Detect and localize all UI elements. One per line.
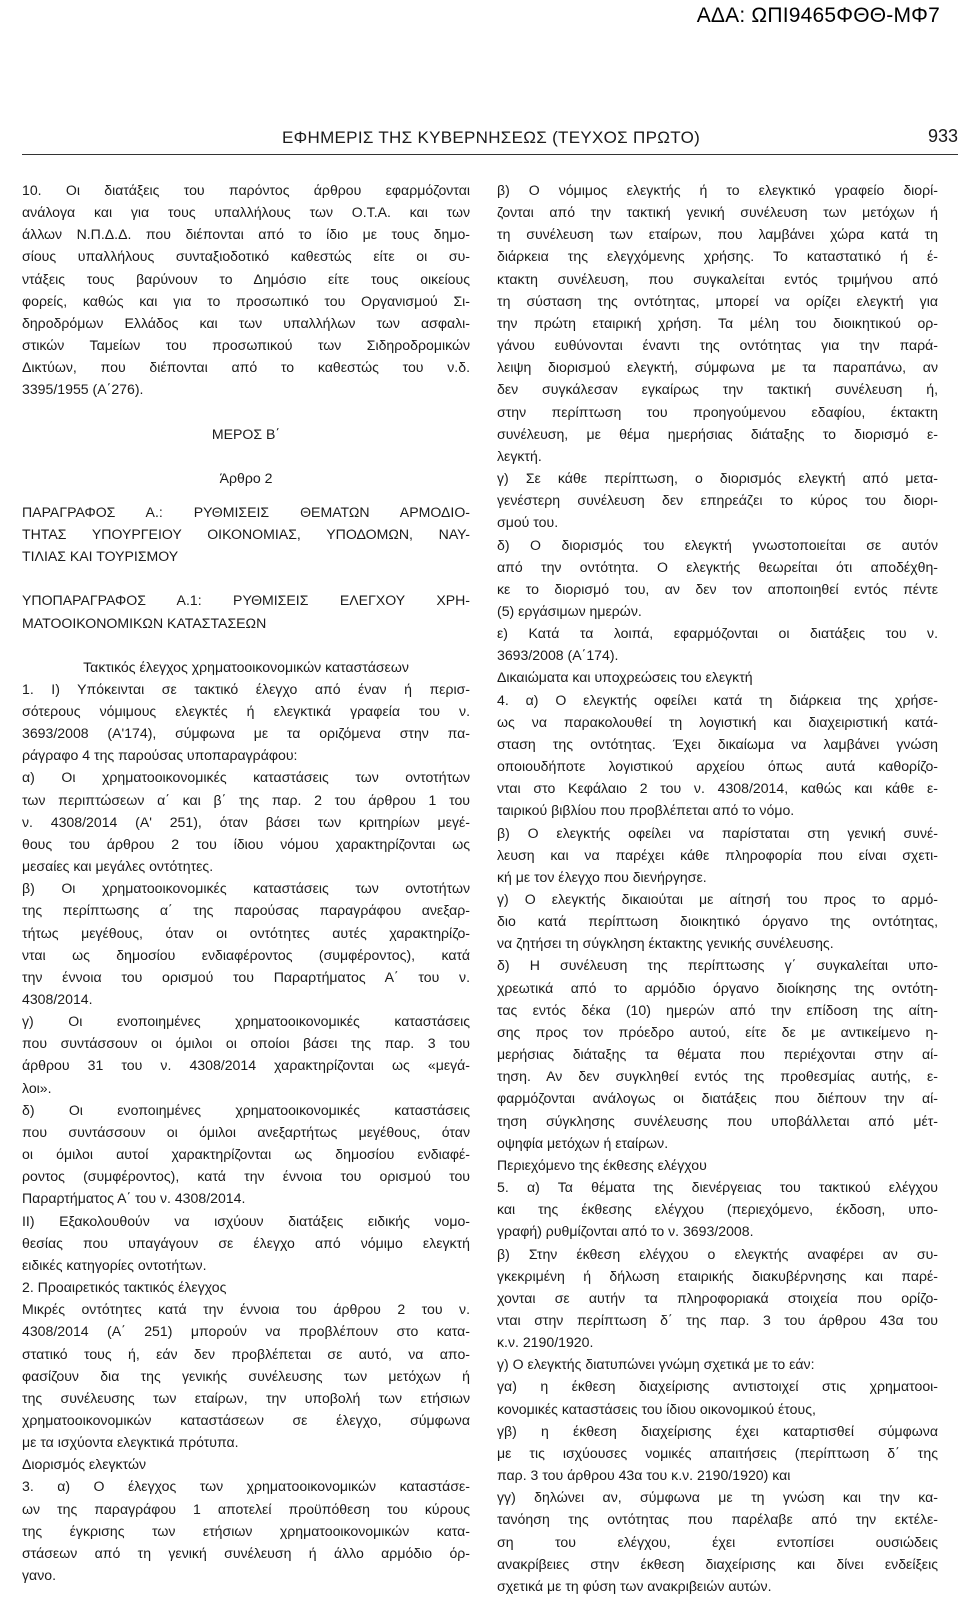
text-line: φορείς, καθώς και για το προσωπικό του Οργανισμού Σι- <box>22 292 470 309</box>
text-line: ν. 4308/2014 (Α' 251), όταν βάσει των κριτηρίων μεγέ- <box>22 813 470 830</box>
text-line: νται στην περίπτωση δ΄ της παρ. 3 του άρθρου 43α του <box>497 1311 938 1328</box>
text-line: α) Οι χρηματοοικονομικές καταστάσεις των οντοτήτων <box>22 769 470 786</box>
text-line: 3693/2008 (Α΄174). <box>497 647 619 664</box>
text-line: δ) Οι ενοποιημένες χρηματοοικονομικές καταστάσεις <box>22 1101 470 1118</box>
text-line: ΤΙΛΙΑΣ ΚΑΙ ΤΟΥΡΙΣΜΟΥ <box>22 548 179 565</box>
text-line: 4308/2014 (Α΄ 251) μπορούν να προβλέπουν στο κατα- <box>22 1323 470 1340</box>
text-line: τανόηση της οντότητας που παρέλαβε από την εκτέλε- <box>497 1511 938 1528</box>
text-line: τας εντός δέκα (10) ημερών από την επίδοση της αίτη- <box>497 1001 938 1018</box>
text-line: 4308/2014. <box>22 991 93 1007</box>
text-line: με τις ισχύουσες νομικές απαιτήσεις (περίπτωση δ΄ της <box>497 1444 938 1461</box>
spacer <box>22 567 470 589</box>
text-line: γραφή) ρυθμίζονται από το ν. 3693/2008. <box>497 1223 754 1240</box>
text-line: συνέλευση, με θέμα ημερήσιας διάταξης το διορισμό ε- <box>497 425 938 442</box>
text-line: 1. Ι) Υπόκεινται σε τακτικό έλεγχο από έναν ή περισ- <box>22 680 470 697</box>
text-line: οψηφία μετόχων ή εταίρων. <box>497 1134 669 1151</box>
text-line: ειδικές κατηγορίες οντοτήτων. <box>22 1256 207 1273</box>
spacer <box>22 634 470 656</box>
text-line: φασίζουν δια της γενικής συνέλευσης των μετόχων ή <box>22 1367 470 1384</box>
text-line: την πρώτη εταιρική χρήση. Τα μέλη του διοικητικού ορ- <box>497 314 938 331</box>
gazette-header <box>22 120 958 155</box>
left-column <box>22 179 470 1586</box>
text-line: λοι». <box>22 1079 52 1096</box>
text-line: γ) Σε κάθε περίπτωση, ο διορισμός ελεγκτή από μετα- <box>497 470 938 487</box>
text-line: τηση σύγκλησης συνέλευσης που υποβάλλεται από μέτ- <box>497 1112 938 1129</box>
text-line: νται ως δημοσίου ενδιαφέροντος (συμφέροντος), κατά <box>22 946 470 963</box>
right-column <box>497 179 938 1597</box>
text-line: στην περίπτωση του προηγούμενου εδαφίου, έκτακτη <box>497 403 938 420</box>
text-line: ε) Κατά τα λοιπά, εφαρμόζονται οι διατάξεις του ν. <box>497 625 938 642</box>
text-line: Περιεχόμενο της έκθεσης ελέγχου <box>497 1156 707 1173</box>
text-line: θους του άρθρου 2 του ίδιου νόμου χαρακτηρίζονται ως <box>22 835 470 852</box>
text-line: οι όμιλοι αυτοί χαρακτηρίζονται ως δημοσίου ενδιαφέ- <box>22 1146 470 1163</box>
text-line: Δικαιώματα και υποχρεώσεις του ελεγκτή <box>497 669 753 686</box>
text-line: οποιουδήποτε λογιστικού αρχείου όπως αυτά καθορίζο- <box>497 758 938 775</box>
spacer <box>22 445 470 467</box>
text-line: Άρθρο 2 <box>219 469 273 486</box>
text-line: κε το διορισμό του, αν δεν τον αποποιηθεί εντός πέντε <box>497 580 938 597</box>
text-line: από την οντότητα. Ο ελεγκτής θεωρείται ότι αποδέχθη- <box>497 558 938 575</box>
text-line: σχετικά με τη φύση των ανακριβειών αυτών. <box>497 1577 772 1594</box>
text-line: Δικτύων, που διέπονται από το καθεστώς του ν.δ. <box>22 359 470 376</box>
text-line: να ζητήσει τη σύγκληση έκτακτης γενικής συνέλευσης. <box>497 935 834 952</box>
text-line: κή με τον έλεγχο που διενήργησε. <box>497 868 707 885</box>
document-id: ΑΔΑ: ΩΠΙ9465ΦΘΘ-ΜΦ7 <box>696 4 940 27</box>
text-line: λεγκτή. <box>497 447 542 464</box>
text-line: την έννοια του ορισμού του Παραρτήματος Α΄ του ν. <box>22 968 470 985</box>
text-line: 4. α) Ο ελεγκτής οφείλει κατά τη διάρκεια της χρήσε- <box>497 691 938 708</box>
spacer <box>22 489 470 501</box>
text-line: της έγκρισης των ετήσιων χρηματοοικονομικών κατα- <box>22 1522 470 1539</box>
text-line: γενέστερη συνέλευση δεν επηρεάζει το κύρος του διορι- <box>497 492 938 509</box>
text-line: β) Οι χρηματοοικονομικές καταστάσεις των οντοτήτων <box>22 880 470 897</box>
text-line: κονομικές καταστάσεις του ίδιου οικονομικού έτους, <box>497 1400 816 1417</box>
text-line: στικών Ταμείων του προσωπικού των Σιδηροδρομικών <box>22 337 470 354</box>
text-line: σότερους νόμιμους ελεγκτές ή ελεγκτικά γραφεία του ν. <box>22 702 470 719</box>
text-line: δηροδρόμων Ελλάδος και των υπαλλήλων των ασφαλι- <box>22 314 470 331</box>
text-line: τηση. Αν δεν συγκληθεί εντός της προθεσμίας αυτής, ε- <box>497 1068 938 1085</box>
text-line: ταιρικού βιβλίου που προβλέπεται από το νόμο. <box>497 802 795 819</box>
text-line: Μικρές οντότητες κατά την έννοια του άρθρου 2 του ν. <box>22 1301 470 1318</box>
text-line: ων της παραγράφου 1 αποτελεί προϋπόθεση του κύρους <box>22 1500 470 1517</box>
text-line: ντάξεις τους βαρύνουν το Δημόσιο είτε τους οικείους <box>22 270 470 287</box>
text-line: γ) Ο ελεγκτής δικαιούται με αίτησή του προς το αρμό- <box>497 891 938 907</box>
text-line: σμού του. <box>497 514 559 531</box>
text-line: μερήσιας διάταξης τα θέματα που περιέχονται στην αί- <box>497 1046 938 1063</box>
text-line: με τα ισχύοντα ελεγκτικά πρότυπα. <box>22 1434 239 1451</box>
text-line: γκεκριμένη ή δήλωση εταιρικής διακυβέρνησης και παρέ- <box>497 1267 938 1284</box>
text-line: μεσαίες και μεγάλες οντότητες. <box>22 858 214 875</box>
text-line: χρεωτικά από το αρμόδιο όργανο διοίκησης της οντότη- <box>497 979 938 996</box>
text-line: δ) Η συνέλευση της περίπτωσης γ΄ συγκαλείται υπο- <box>497 957 938 974</box>
text-line: 5. α) Τα θέματα της διενέργειας του τακτικού ελέγχου <box>497 1179 938 1196</box>
text-line: ΜΑΤΟΟΙΚΟΝΟΜΙΚΩΝ ΚΑΤΑΣΤΑΣΕΩΝ <box>22 614 267 631</box>
text-line: τήτως μεγέθους, όταν οι οντότητες αυτές χαρακτηρίζο- <box>22 924 470 941</box>
text-line: φαρμόζονται ανάλογως οι διατάξεις που διέπουν την αί- <box>497 1090 938 1107</box>
gazette-title: ΕΦΗΜΕΡΙΣ ΤΗΣ ΚΥΒΕΡΝΗΣΕΩΣ (ΤΕΥΧΟΣ ΠΡΩΤΟ) <box>282 128 701 147</box>
text-line: παρ. 3 του άρθρου 43α του κ.ν. 2190/1920) και <box>497 1467 791 1484</box>
text-line: χρηματοοικονομικών καταστάσεων σε έλεγχο, σύμφωνα <box>22 1411 470 1428</box>
text-line: γγ) δηλώνει αν, σύμφωνα με τη γνώση και την κα- <box>497 1489 938 1506</box>
text-line: 3395/1955 (Α΄276). <box>22 381 144 398</box>
text-line: β) Ο νόμιμος ελεγκτής ή το ελεγκτικό γραφείο διορί- <box>497 182 938 198</box>
text-line: γάνου ευθύνονται έναντι της οντότητας για την παρά- <box>497 337 938 354</box>
text-line: ση του ελέγχου, έχει εντοπίσει ουσιώδεις <box>497 1533 938 1550</box>
text-line: χονται σε αυτήν τα πληροφοριακά στοιχεία που ορίζο- <box>497 1289 938 1306</box>
text-line: ΥΠΟΠΑΡΑΓΡΑΦΟΣ Α.1: ΡΥΘΜΙΣΕΙΣ ΕΛΕΓΧΟΥ ΧΡΗ- <box>22 592 470 609</box>
text-line: β) Ο ελεγκτής οφείλει να παρίσταται στη γενική συνέ- <box>497 824 938 841</box>
text-line: ράγραφο 4 της παρούσας υποπαραγράφου: <box>22 747 298 764</box>
text-line: που συντάσσουν οι όμιλοι ανεξαρτήτως μεγέθους, όταν <box>22 1123 470 1140</box>
text-line: γ) Οι ενοποιημένες χρηματοοικονομικές καταστάσεις <box>22 1013 470 1030</box>
spacer <box>22 401 470 423</box>
text-line: ανακρίβειες στην έκθεση διαχείρισης και δίνει ενδείξεις <box>497 1555 938 1572</box>
text-line: ροντος (συμφέροντος), κατά την έννοια του ορισμού του <box>22 1168 470 1185</box>
text-line: της συνέλευσης των εταίρων, την υποβολή των ετήσιων <box>22 1389 470 1406</box>
text-line: (5) εργάσιμων ημερών. <box>497 602 642 619</box>
text-line: τη σύσταση της οντότητας, μπορεί να ορίζει ελεγκτή για <box>497 292 938 309</box>
page-number: 933 <box>927 126 958 146</box>
text-line: 3693/2008 (Α'174), σύμφωνα με τα οριζόμενα στην πα- <box>22 725 470 742</box>
text-line: λευση και να παρέχει κάθε πληροφορία που είναι σχετι- <box>497 846 938 863</box>
text-line: ΜΕΡΟΣ Β΄ <box>211 425 281 442</box>
text-line: της περίπτωσης α΄ της παρούσας παραγράφου ανεξαρ- <box>22 902 470 919</box>
text-line: τη συνέλευση των εταίρων, που λαμβάνει χώρα κατά τη <box>497 226 938 243</box>
text-line: γ) Ο ελεγκτής διατυπώνει γνώμη σχετικά με το εάν: <box>497 1356 815 1373</box>
text-line: λειψη διορισμού ελεγκτή, σύμφωνα με τα παραπάνω, αν <box>497 359 938 376</box>
text-line: γα) η έκθεση διαχείρισης αντιστοιχεί στις χρηματοοι- <box>497 1378 938 1395</box>
text-line: κ.ν. 2190/1920. <box>497 1334 594 1351</box>
text-line: Τακτικός έλεγχος χρηματοοικονομικών καταστάσεων <box>83 658 409 675</box>
text-line: γανο. <box>22 1567 56 1584</box>
text-line: Διορισμός ελεγκτών <box>22 1456 147 1473</box>
text-line: σταση της οντότητας. Έχει δικαίωμα να λαμβάνει γνώση <box>497 735 938 752</box>
text-line: σης προς τον πρόεδρο αυτού, είτε δε με αντικείμενο η- <box>497 1023 938 1040</box>
text-line: β) Στην έκθεση ελέγχου ο ελεγκτής αναφέρει αν συ- <box>497 1245 938 1262</box>
text-line: δ) Ο διορισμός του ελεγκτή γνωστοποιείται σε αυτόν <box>497 536 938 553</box>
text-line: ως να παρακολουθεί τη λογιστική και διαχειριστική κατά- <box>497 713 938 730</box>
text-line: ανάλογα και για τους υπαλλήλους των Ο.Τ.Α. και των <box>22 204 470 221</box>
text-line: θεσίας που υπαγάγουν σε έλεγχο από νόμιμο ελεγκτή <box>22 1234 470 1251</box>
text-line: σίους υπαλλήλους συνταξιοδοτικό καθεστώς είτε οι συ- <box>22 248 470 265</box>
text-line: διο κατά περίπτωση διοικητικό όργανο της οντότητας, <box>497 913 938 930</box>
text-line: που συντάσσουν οι όμιλοι οι οποίοι βάσει της παρ. 3 του <box>22 1035 470 1052</box>
text-line: 3. α) Ο έλεγχος των χρηματοοικονομικών καταστάσε- <box>22 1478 470 1495</box>
text-line: κτακτη συνέλευση, που συγκαλείται εντός τριμήνου από <box>497 270 938 287</box>
text-line: γβ) η έκθεση διαχείρισης έχει καταρτισθεί σύμφωνα <box>497 1422 938 1439</box>
text-line: άλλων Ν.Π.Δ.Δ. που διέπονται από το ίδιο με τους δημο- <box>22 226 470 243</box>
text-line: ζονται από την τακτική γενική συνέλευση των μετόχων ή <box>497 204 938 221</box>
text-line: διάρκεια της ελεγχόμενης χρήσης. Το καταστατικό ή έ- <box>497 248 938 265</box>
text-line: των περιπτώσεων α΄ και β΄ της παρ. 2 του άρθρου 1 του <box>22 791 470 808</box>
text-line: ΙΙ) Εξακολουθούν να ισχύουν διατάξεις ειδικής νομο- <box>22 1212 470 1229</box>
text-line: δεν συγκάλεσαν εγκαίρως την τακτική συνέλευση ή, <box>497 381 938 398</box>
text-line: άρθρου 31 του ν. 4308/2014 χαρακτηρίζονται ως «μεγά- <box>22 1057 470 1074</box>
text-line: ΤΗΤΑΣ ΥΠΟΥΡΓΕΙΟΥ ΟΙΚΟΝΟΜΙΑΣ, ΥΠΟΔΟΜΩΝ, ΝΑΥ- <box>22 526 470 543</box>
text-line: νται στο Κεφάλαιο 2 του ν. 4308/2014, καθώς και κάθε ε- <box>497 780 938 797</box>
text-line: 2. Προαιρετικός τακτικός έλεγχος <box>22 1279 227 1296</box>
text-line: Παραρτήματος Α΄ του ν. 4308/2014. <box>22 1190 246 1207</box>
text-line: και της έκθεσης ελέγχου (περιεχόμενο, έκδοση, υπο- <box>497 1201 938 1218</box>
text-line: στάσεων από τη γενική συνέλευση ή άλλο αρμόδιο όρ- <box>22 1544 470 1561</box>
text-line: ΠΑΡΑΓΡΑΦΟΣ Α.: ΡΥΘΜΙΣΕΙΣ ΘΕΜΑΤΩΝ ΑΡΜΟΔΙΟ- <box>22 503 470 520</box>
text-line: 10. Οι διατάξεις του παρόντος άρθρου εφαρμόζονται <box>22 182 470 198</box>
text-line: στατικό τους ή, εάν δεν προβλέπεται σε αυτό, να απο- <box>22 1345 470 1362</box>
